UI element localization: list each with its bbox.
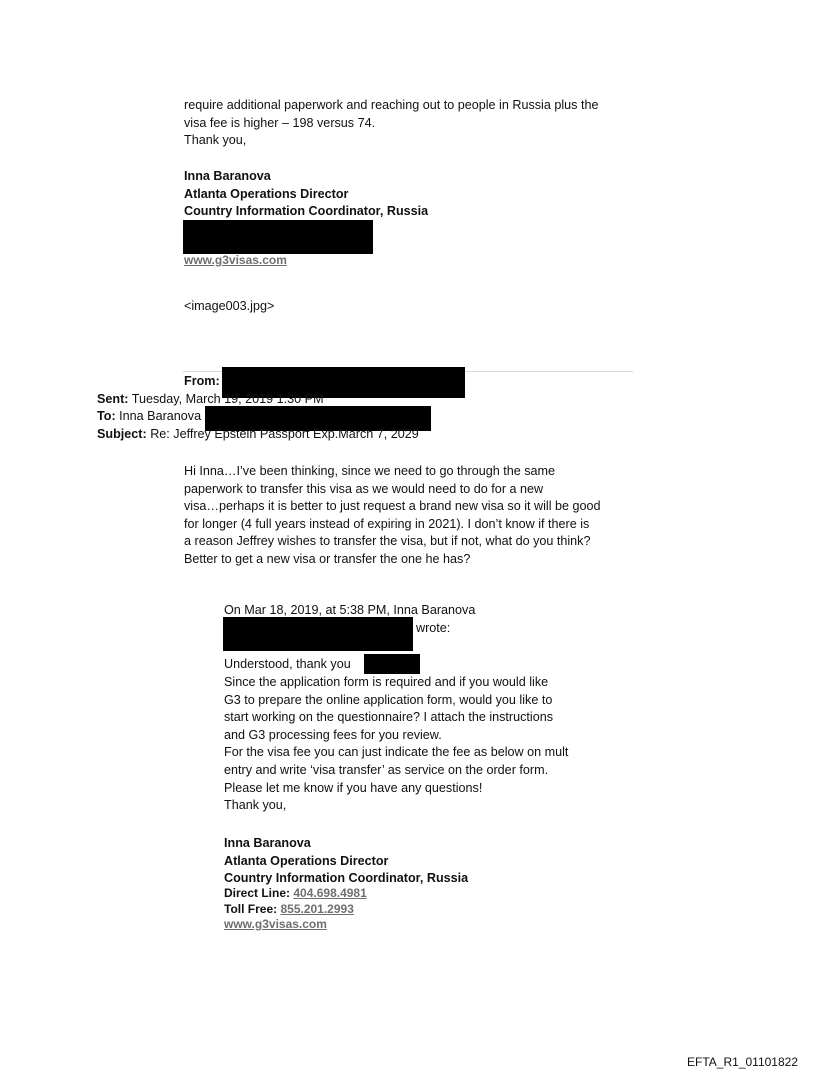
from-label: From: bbox=[184, 374, 220, 388]
website-link[interactable]: www.g3visas.com bbox=[224, 917, 327, 931]
subject-label: Subject: bbox=[97, 427, 147, 441]
body-line: and G3 processing fees for you review. bbox=[224, 727, 442, 742]
to-label: To: bbox=[97, 409, 116, 423]
subject-value: Re: Jeffrey Epstein Passport Exp.March 7, 2029 bbox=[150, 427, 419, 441]
to-value: Inna Baranova bbox=[119, 409, 202, 423]
signature-role: Country Information Coordinator, Russia bbox=[224, 871, 469, 886]
quoted-header-line: On Mar 18, 2019, at 5:38 PM, Inna Baranova bbox=[224, 603, 476, 617]
direct-line-label: Direct Line: bbox=[224, 886, 291, 900]
body-line: Better to get a new visa or transfer the one he has? bbox=[184, 551, 471, 566]
top-website-row bbox=[184, 252, 287, 270]
body-line: Since the application form is required and if you would like bbox=[224, 675, 549, 689]
body-line: entry and write ‘visa transfer’ as service on the order form. bbox=[224, 762, 549, 777]
image-placeholder-text: <image003.jpg> bbox=[184, 299, 275, 313]
toll-free-row bbox=[224, 902, 367, 918]
quoted-body bbox=[224, 674, 568, 815]
quoted-wrote: wrote: bbox=[416, 621, 451, 635]
reply-body bbox=[184, 463, 601, 569]
body-line: a reason Jeffrey wishes to transfer the visa, but if not, what do you think? bbox=[184, 534, 591, 549]
body-line: visa fee is higher – 198 versus 74. bbox=[184, 115, 376, 130]
redaction-block bbox=[223, 617, 413, 651]
quoted-signature bbox=[224, 835, 468, 888]
body-line: Thank you, bbox=[224, 798, 287, 813]
body-line: require additional paperwork and reaching out to people in Russia plus the bbox=[184, 98, 599, 112]
signature-title: Atlanta Operations Director bbox=[184, 186, 349, 201]
top-signature bbox=[184, 168, 428, 221]
website-link[interactable]: www.g3visas.com bbox=[184, 253, 287, 267]
to-row bbox=[97, 408, 201, 426]
body-line: For the visa fee you can just indicate the fee as below on mult bbox=[224, 745, 569, 760]
direct-line-phone-link[interactable]: 404.698.4981 bbox=[293, 886, 367, 900]
redaction-block bbox=[183, 220, 373, 254]
direct-line-row bbox=[224, 886, 367, 902]
redaction-block bbox=[364, 654, 420, 674]
document-id: EFTA_R1_01101822 bbox=[687, 1055, 798, 1069]
top-message-body bbox=[184, 97, 598, 150]
body-line: visa…perhaps it is better to just request a brand new visa so it will be good bbox=[184, 499, 601, 514]
body-line: G3 to prepare the online application form, would you like to bbox=[224, 692, 553, 707]
quoted-understood-line bbox=[224, 656, 351, 674]
signature-name: Inna Baranova bbox=[224, 836, 311, 850]
signature-name: Inna Baranova bbox=[184, 169, 271, 183]
body-line: start working on the questionnaire? I attach the instructions bbox=[224, 710, 554, 725]
sent-value: Tuesday, March 19, 2019 1:30 PM bbox=[131, 392, 324, 406]
body-line: paperwork to transfer this visa as we would need to do for a new bbox=[184, 481, 544, 496]
signature-title: Atlanta Operations Director bbox=[224, 853, 389, 868]
signature-role: Country Information Coordinator, Russia bbox=[184, 204, 429, 219]
body-line: Please let me know if you have any questions! bbox=[224, 780, 483, 795]
subject-row bbox=[97, 426, 419, 444]
body-line: for longer (4 full years instead of expiring in 2021). I don’t know if there is bbox=[184, 516, 590, 531]
body-line: Hi Inna…I’ve been thinking, since we need to go through the same bbox=[184, 464, 556, 478]
sent-label: Sent: bbox=[97, 392, 129, 406]
understood-text: Understood, thank you bbox=[224, 657, 351, 671]
toll-free-label: Toll Free: bbox=[224, 901, 278, 916]
image-placeholder bbox=[184, 298, 274, 316]
website-row bbox=[224, 917, 367, 933]
toll-free-phone-link[interactable]: 855.201.2993 bbox=[280, 901, 354, 916]
body-line: Thank you, bbox=[184, 133, 247, 148]
quoted-contact bbox=[224, 886, 367, 933]
